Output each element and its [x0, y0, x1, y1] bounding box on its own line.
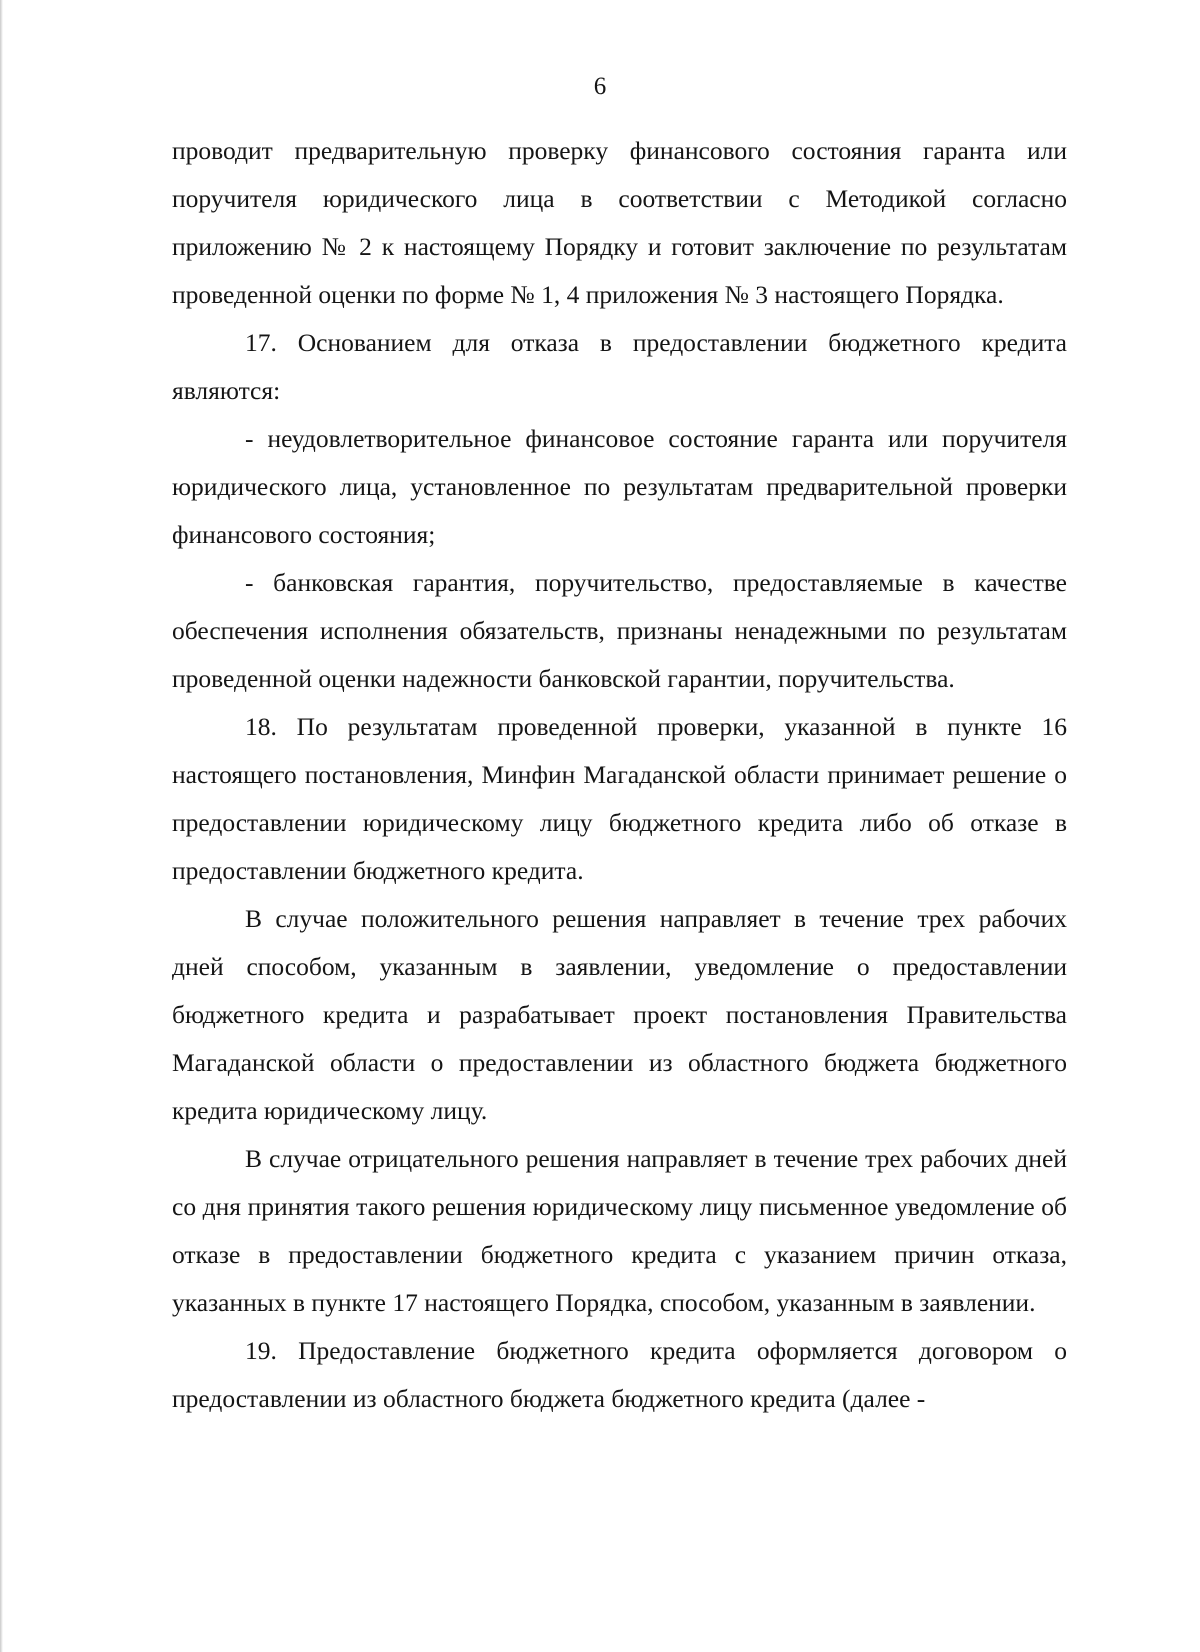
paragraph-item-19: 19. Предоставление бюджетного кредита оформляется договором о предоставлении из областного бюджета бюджетного кредита (далее -	[172, 1336, 1067, 1413]
page-number: 6	[593, 73, 607, 100]
paragraph-dash-item: - банковская гарантия, поручительство, предоставляемые в качестве обеспечения исполнения обязательств, признаны ненадежными по результатам проведенной оценки надежности банковской гарантии, поручительства.	[172, 568, 1067, 693]
paragraph-negative-decision: В случае отрицательного решения направляет в течение трех рабочих дней со дня принятия такого решения юридическому лицу письменное уведомление об отказе в предоставлении бюджетного кредита с указанием причин отказа, указанных в пункте 17 настоящего Порядка, способом, указанным в заявлении.	[172, 1144, 1067, 1317]
paragraph-continuation: проводит предварительную проверку финансового состояния гаранта или поручителя юридического лица в соответствии с Методикой согласно приложению № 2 к настоящему Порядку и готовит заключение по результатам проведенной оценки по форме № 1, 4 приложения № 3 настоящего Порядка.	[172, 136, 1067, 309]
document-body	[172, 127, 1067, 1423]
paragraph-item-17: 17. Основанием для отказа в предоставлении бюджетного кредита являются:	[172, 328, 1067, 405]
paragraph-dash-item: - неудовлетворительное финансовое состояние гаранта или поручителя юридического лица, установленное по результатам предварительной проверки финансового состояния;	[172, 424, 1067, 549]
paragraph-positive-decision: В случае положительного решения направляет в течение трех рабочих дней способом, указанным в заявлении, уведомление о предоставлении бюджетного кредита и разрабатывает проект постановления Правительства Магаданской области о предоставлении из областного бюджета бюджетного кредита юридическому лицу.	[172, 904, 1067, 1125]
paragraph-item-18: 18. По результатам проведенной проверки, указанной в пункте 16 настоящего постановления, Минфин Магаданской области принимает решение о предоставлении юридическому лицу бюджетного кредита либо об отказе в предоставлении бюджетного кредита.	[172, 712, 1067, 885]
scan-edge	[0, 0, 3, 1652]
